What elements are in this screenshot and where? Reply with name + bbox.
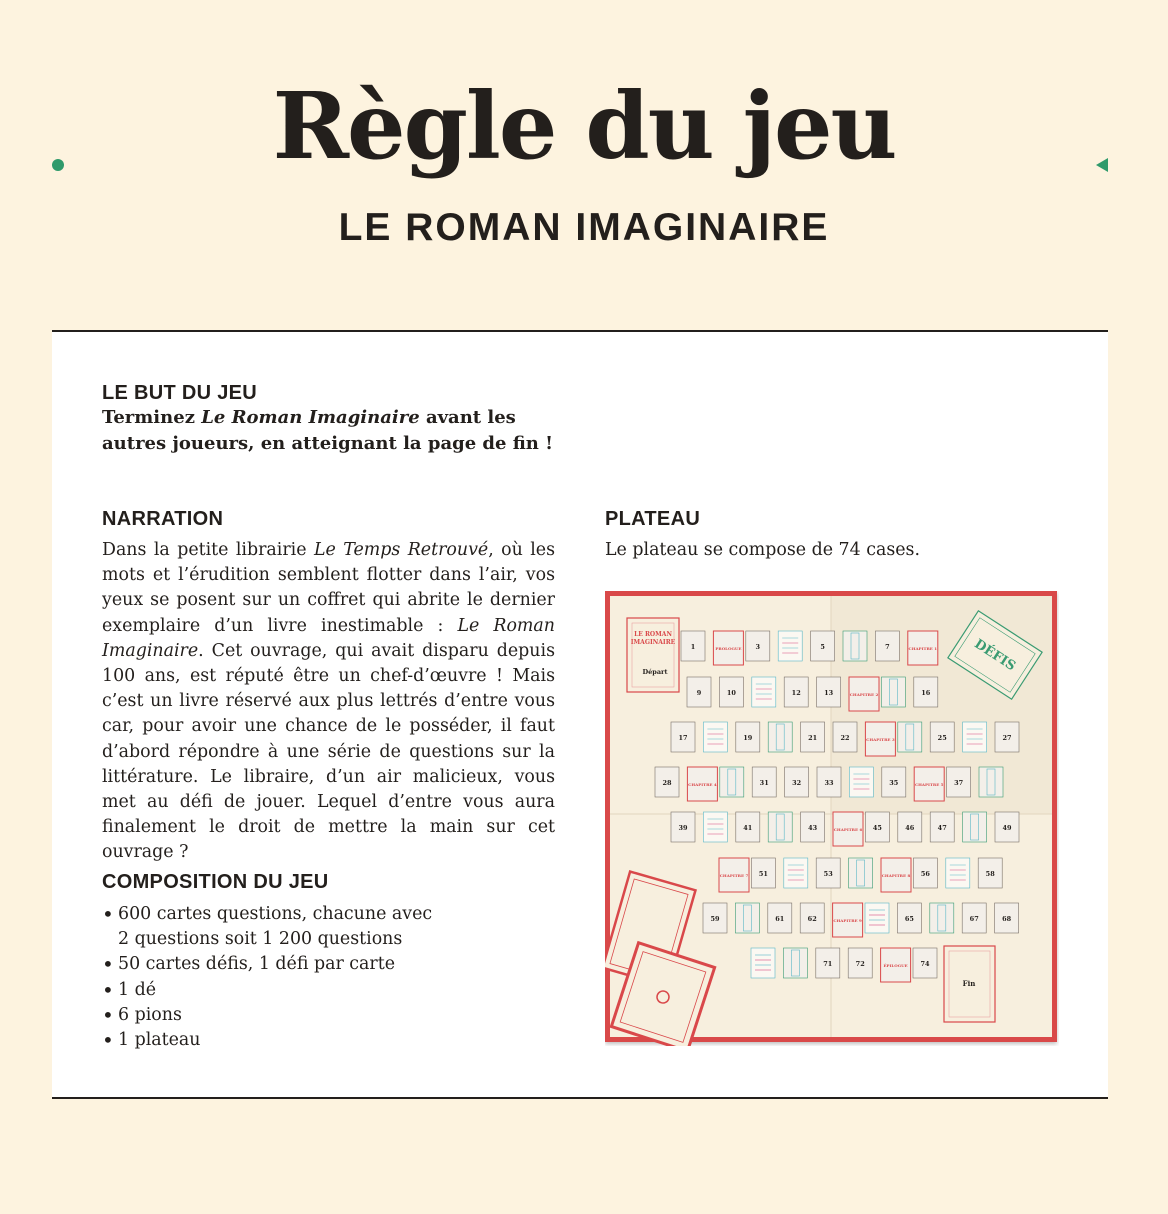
list-item: • 1 dé [102, 978, 482, 1003]
board-cell-label: 9 [696, 689, 702, 697]
board-cell-label: 45 [872, 824, 882, 832]
board-cell-label: CHAPITRE 1 [908, 646, 938, 651]
board-cell [784, 858, 808, 888]
board-cell-label: 67 [969, 915, 979, 923]
board-cell-label: 33 [824, 779, 834, 787]
board-cell [703, 722, 727, 752]
board-cell-label: 13 [824, 689, 834, 697]
game-board-image [605, 591, 1059, 1046]
board-cell-label: CHAPITRE 3 [866, 737, 895, 742]
board-cell-label: 53 [823, 870, 833, 878]
board-cell [735, 903, 759, 933]
board-cell-label: 35 [889, 779, 899, 787]
board-cell [963, 812, 987, 842]
board-cell-label: 72 [855, 960, 865, 968]
board-cell [849, 767, 873, 797]
board-cell [778, 631, 802, 661]
narration-heading: NARRATION [102, 508, 224, 530]
board-cell [843, 631, 867, 661]
board-cell-label: 27 [1002, 734, 1012, 742]
start-card-label: Départ [642, 668, 668, 676]
board-cell [946, 858, 970, 888]
board-cell-label: 43 [808, 824, 818, 832]
board-cell-label: CHAPITRE 5 [914, 782, 944, 787]
goal-heading: LE BUT DU JEU [102, 382, 258, 404]
board-cell [703, 812, 727, 842]
board-cell [881, 677, 905, 707]
board-cell-label: 71 [823, 960, 833, 968]
board-cell-label: 37 [954, 779, 964, 787]
board-cell-label: 28 [662, 779, 672, 787]
board-cell-label: ÉPILOGUE [883, 963, 908, 968]
board-cell-label: 41 [743, 824, 753, 832]
board-cell-label: 5 [820, 643, 825, 651]
plateau-text: Le plateau se compose de 74 cases. [605, 540, 920, 560]
board-cell-label: 61 [775, 915, 785, 923]
board-cell-label: CHAPITRE 8 [881, 873, 911, 878]
board-cell-label: 46 [905, 824, 915, 832]
board-cell [979, 767, 1003, 797]
board-cell [768, 812, 792, 842]
board-cell-label: 65 [904, 915, 914, 923]
board-cell-label: 10 [726, 689, 736, 697]
narration-text: Dans la petite librairie Le Temps Retrouvé, où les mots et l’érudition semblent flotter dans l’air, vos yeux se posent sur un coffret qui abrite le dernier exemplaire d’un livre inestimable : Le Roman Imaginaire. Cet ouvrage, qui avait disparu depuis 100 ans, est réputé être un chef-d’œuvre ! Mais c’est un livre réservé aux plus lettrés d’entre vous car, pour avoir une chance de le posséder, il faut d’abord répondre à une série de questions sur la littérature. Le libraire, d’un air malicieux, vous met au défi de jouer. Lequel d’entre vous aura finalement le droit de mettre la main sur cet ouvrage ? [102, 540, 555, 863]
board-cell-label: CHAPITRE 7 [719, 873, 749, 878]
board-cell-label: 32 [792, 779, 802, 787]
board-cell-label: 58 [985, 870, 995, 878]
start-card-title-2: IMAGINAIRE [630, 639, 676, 646]
composition-heading: COMPOSITION DU JEU [102, 871, 329, 893]
green-triangle-decoration [1096, 158, 1108, 172]
board-cell-label: 22 [840, 734, 850, 742]
board-cell [752, 677, 776, 707]
board-cell [963, 722, 987, 752]
board-cell-label: 31 [759, 779, 769, 787]
board-cell [783, 948, 807, 978]
board-cell-label: 25 [937, 734, 947, 742]
board-cell-label: 68 [1002, 915, 1012, 923]
green-dot-decoration [52, 159, 64, 171]
board-cell-label: CHAPITRE 9 [833, 918, 862, 923]
board-cell-label: 1 [690, 643, 696, 651]
list-item: • 600 cartes questions, chacune avec 2 questions soit 1 200 questions [102, 902, 482, 952]
board-cell [898, 722, 922, 752]
composition-list [102, 902, 482, 1053]
board-cell-label: 49 [1002, 824, 1012, 832]
board-cell-label: CHAPITRE 2 [849, 692, 879, 697]
board-cell-label: CHAPITRE 6 [833, 827, 863, 832]
board-cell-label: 74 [920, 960, 930, 968]
board-cell-label: 7 [885, 643, 890, 651]
board-cell-label: 12 [791, 689, 801, 697]
board-cell [865, 903, 889, 933]
board-cell-label: 62 [807, 915, 817, 923]
board-cell-label: 21 [808, 734, 818, 742]
board-cell [930, 903, 954, 933]
board-cell-label: 56 [920, 870, 930, 878]
rules-panel [52, 330, 1108, 1099]
start-card-title-1: LE ROMAN [634, 631, 672, 638]
board-cell-label: CHAPITRE 4 [688, 782, 717, 787]
page-title: Règle du jeu [272, 72, 896, 180]
finish-card-label: Fin [962, 979, 976, 988]
board-cell [751, 948, 775, 978]
board-cell-label: 16 [921, 689, 931, 697]
board-cell-label: 39 [678, 824, 688, 832]
board-cell-label: 51 [758, 870, 768, 878]
board-cell-label: PROLOGUE [715, 646, 742, 651]
board-cell-label: 3 [755, 643, 761, 651]
defis-label: DÉFIS [971, 636, 1019, 675]
board-cell-label: 19 [743, 734, 753, 742]
page-subtitle: LE ROMAN IMAGINAIRE [338, 206, 830, 249]
list-item: • 1 plateau [102, 1028, 482, 1053]
list-item: • 6 pions [102, 1003, 482, 1028]
board-cell [768, 722, 792, 752]
board-cell-label: 17 [678, 734, 688, 742]
list-item: • 50 cartes défis, 1 défi par carte [102, 952, 482, 977]
board-cell-label: 59 [710, 915, 720, 923]
board-cell [720, 767, 744, 797]
goal-text: Terminez Le Roman Imaginaire avant les autres joueurs, en atteignant la page de fin ! [102, 407, 554, 454]
board-cell [849, 858, 873, 888]
plateau-heading: PLATEAU [605, 508, 701, 530]
board-cell-label: 47 [937, 824, 947, 832]
